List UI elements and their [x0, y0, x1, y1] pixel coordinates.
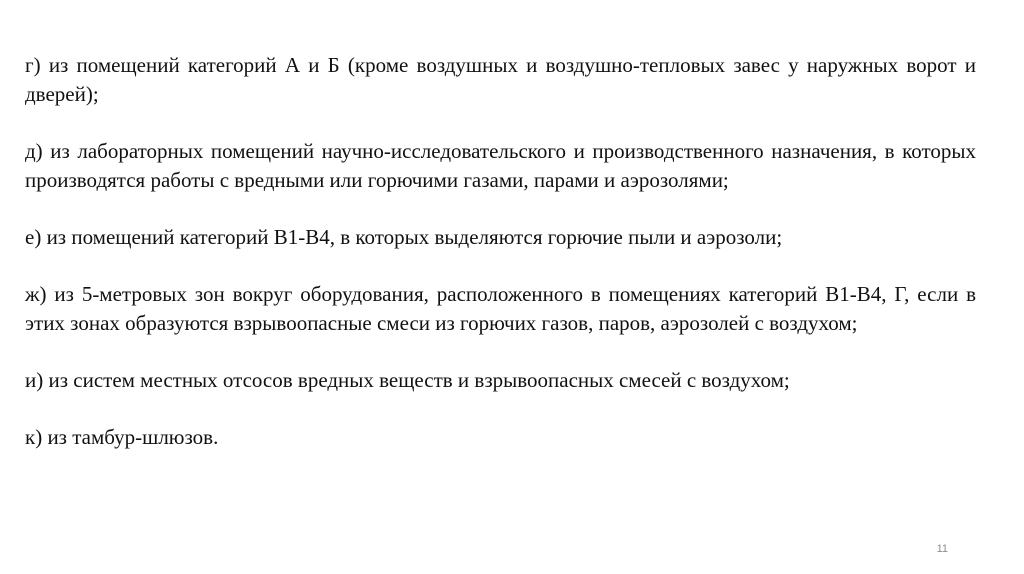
slide-body-text [25, 51, 976, 480]
paragraph-k: к) из тамбур-шлюзов. [25, 425, 219, 449]
paragraph-i: и) из систем местных отсосов вредных веществ и взрывоопасных смесей с воздухом; [25, 368, 790, 392]
paragraph-e: е) из помещений категорий В1-В4, в которых выделяются горючие пыли и аэрозоли; [25, 225, 783, 249]
paragraph-d: д) из лабораторных помещений научно-исследовательского и производственного назначения, в которых производятся работы с вредными или горючими газами, парами и аэрозолями; [25, 139, 976, 192]
page-number: 11 [936, 543, 948, 555]
paragraph-g: г) из помещений категорий А и Б (кроме воздушных и воздушно-тепловых завес у наружных ворот и дверей); [25, 53, 976, 106]
paragraph-zh: ж) из 5-метровых зон вокруг оборудования, расположенного в помещениях категорий В1-В4, Г, если в этих зонах образуются взрывоопасные смеси из горючих газов, паров, аэрозолей с воздухом; [25, 282, 976, 335]
